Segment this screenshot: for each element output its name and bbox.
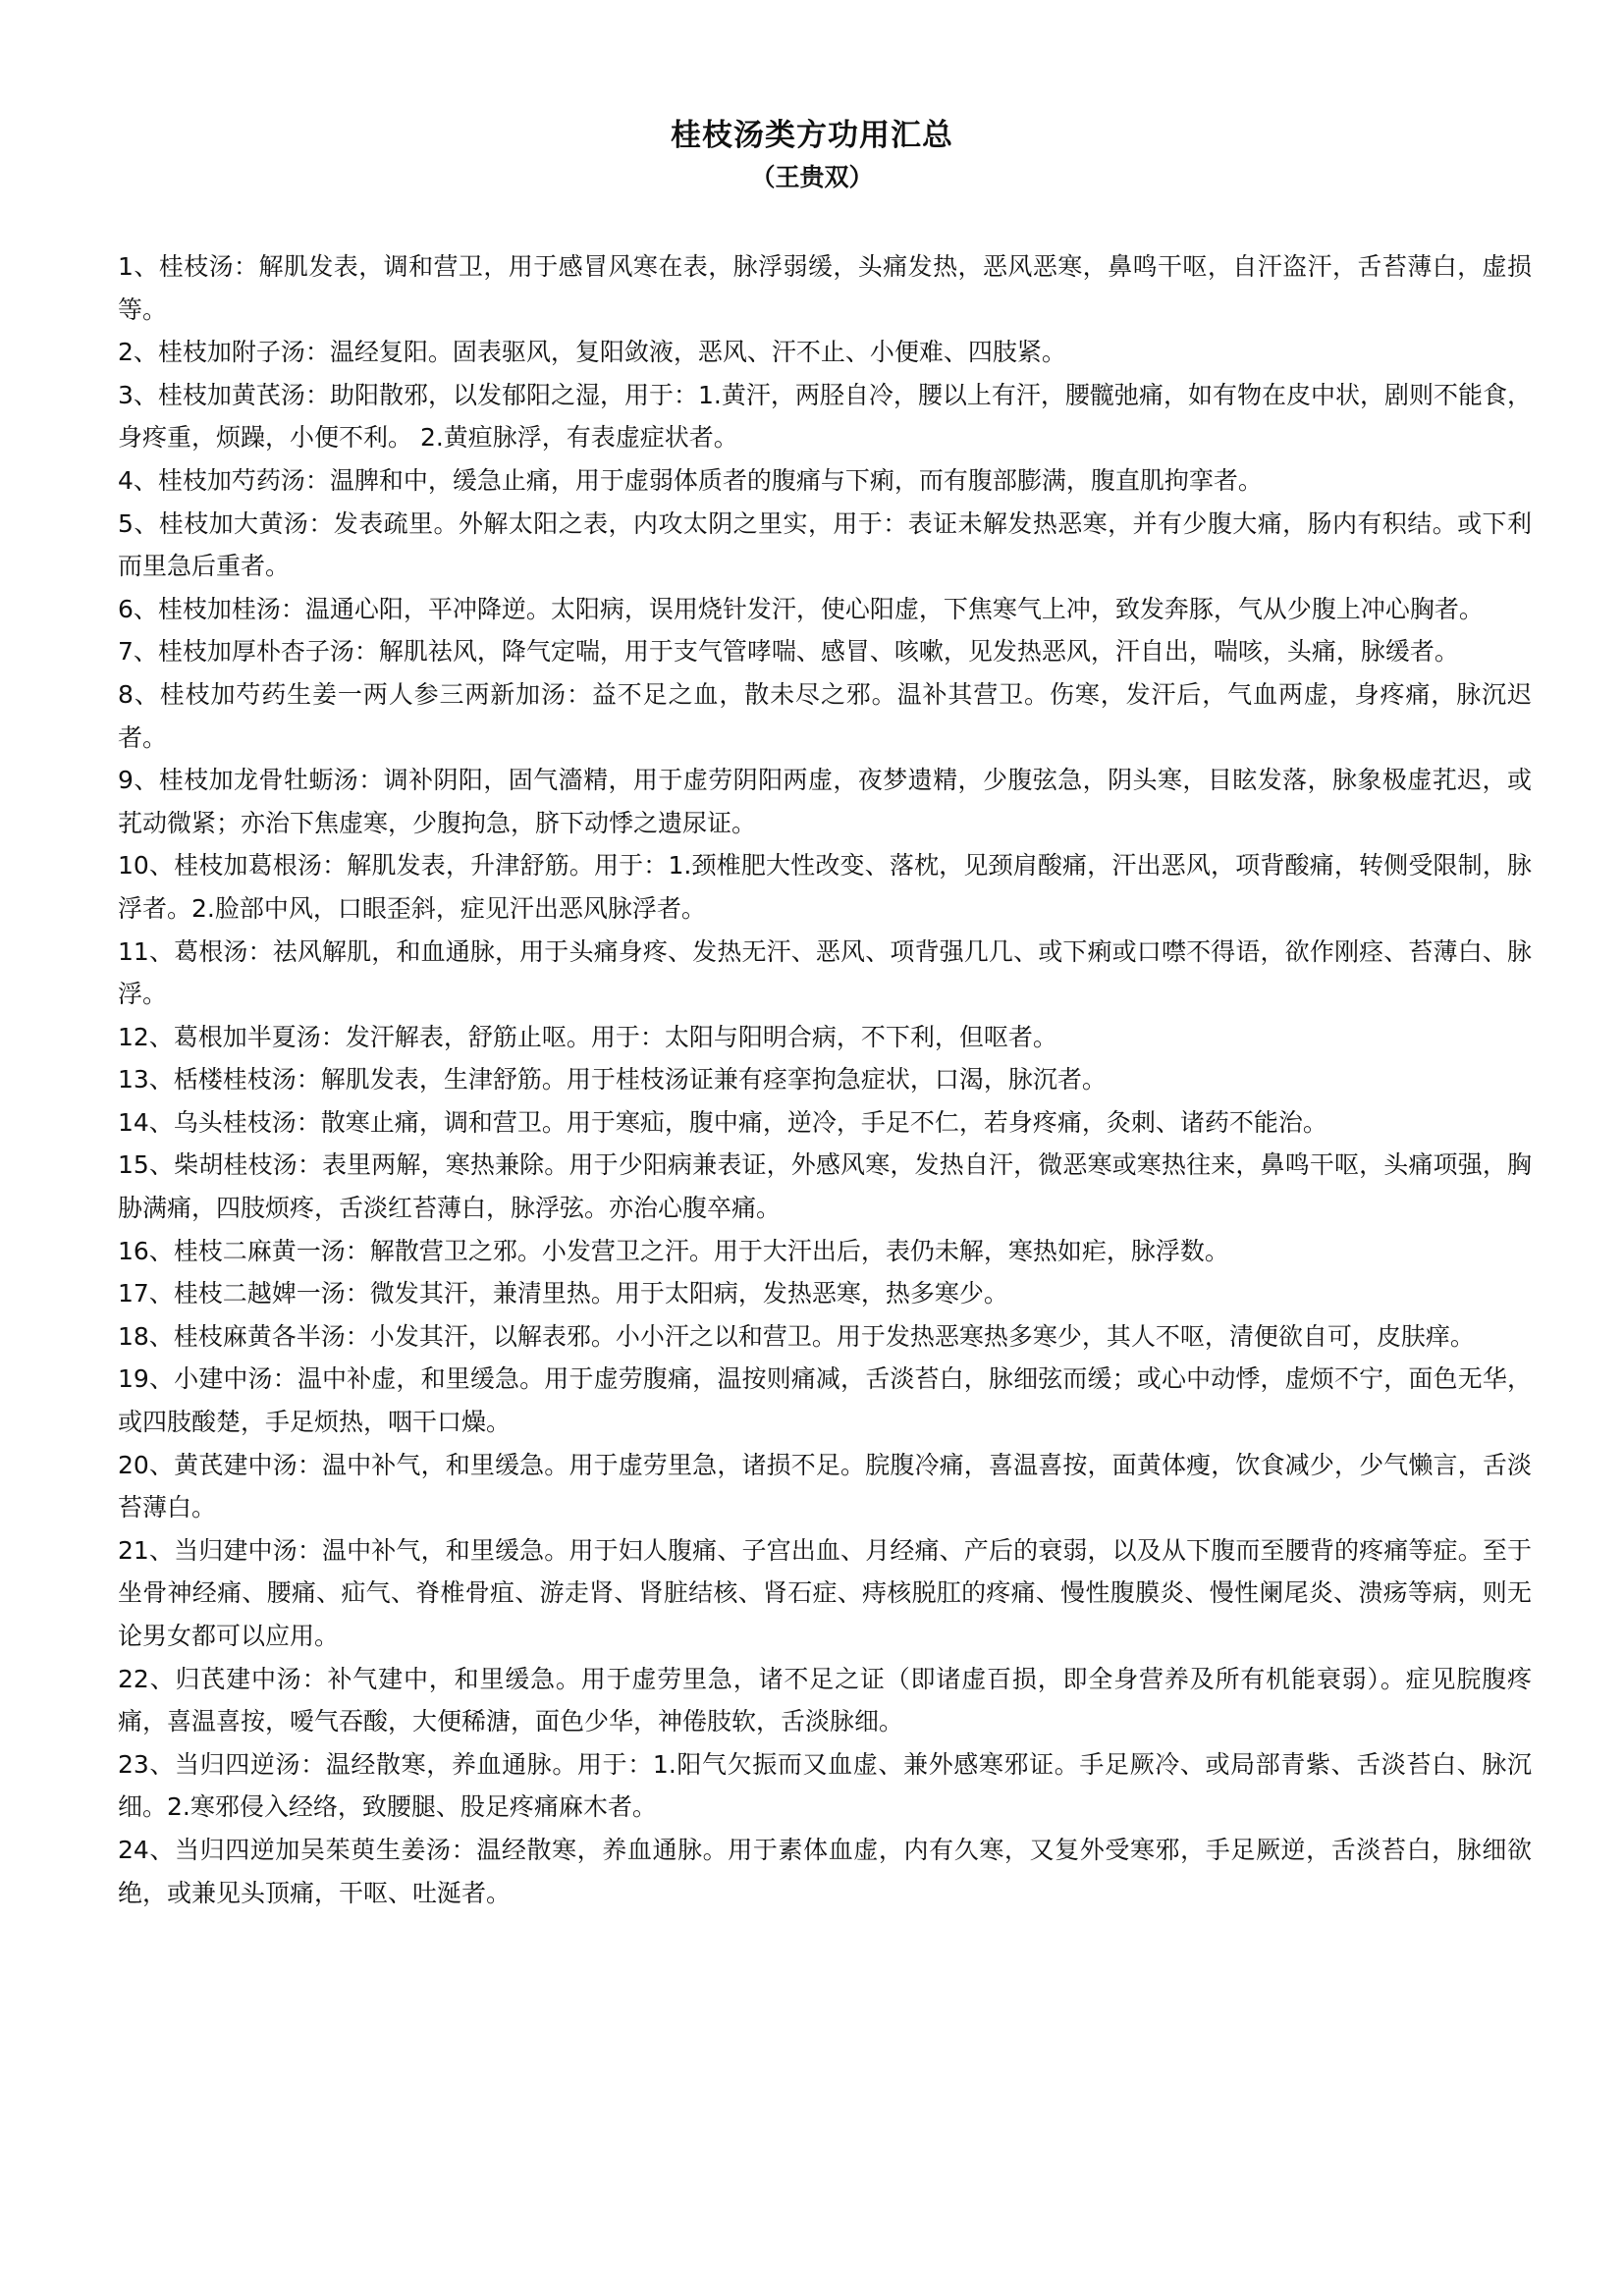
formula-list xyxy=(118,245,1532,1914)
formula-entry-5: 5、桂枝加大黄汤：发表疏里。外解太阳之表，内攻太阴之里实，用于：表证未解发热恶寒，并有少腹大痛，肠内有积结。或下利而里急后重者。 xyxy=(118,508,1532,581)
formula-entry-17: 17、桂枝二越婢一汤：微发其汗，兼清里热。用于太阳病，发热恶寒，热多寒少。 xyxy=(118,1279,1008,1308)
formula-entry-7: 7、桂枝加厚朴杏子汤：解肌祛风，降气定喘，用于支气管哮喘、感冒、咳嗽，见发热恶风，汗自出，喘咳，头痛，脉缓者。 xyxy=(118,637,1459,667)
formula-entry-19: 19、小建中汤：温中补虚，和里缓急。用于虚劳腹痛，温按则痛减，舌淡苔白，脉细弦而缓；或心中动悸，虚烦不宁，面色无华，或四肢酸楚，手足烦热，咽干口燥。 xyxy=(118,1364,1532,1437)
formula-entry-21: 21、当归建中汤：温中补气，和里缓急。用于妇人腹痛、子宫出血、月经痛、产后的衰弱，以及从下腹而至腰背的疼痛等症。至于坐骨神经痛、腰痛、疝气、脊椎骨疽、游走肾、肾脏结核、肾石症、痔核脱肛的疼痛、慢性腹膜炎、慢性阑尾炎、溃疡等病，则无论男女都可以应用。 xyxy=(118,1535,1532,1650)
formula-entry-16: 16、桂枝二麻黄一汤：解散营卫之邪。小发营卫之汗。用于大汗出后，表仍未解，寒热如疟，脉浮数。 xyxy=(118,1236,1229,1265)
formula-entry-18: 18、桂枝麻黄各半汤：小发其汗，以解表邪。小小汗之以和营卫。用于发热恶寒热多寒少，其人不呕，清便欲自可，皮肤痒。 xyxy=(118,1321,1475,1351)
formula-entry-3: 3、桂枝加黄芪汤：助阳散邪，以发郁阳之湿，用于：1.黄汗，两胫自冷，腰以上有汗，腰髋弛痛，如有物在皮中状，剧则不能食，身疼重，烦躁，小便不利。 2.黄疸脉浮，有表虚症状者。 xyxy=(118,380,1532,453)
formula-entry-12: 12、葛根加半夏汤：发汗解表，舒筋止呕。用于：太阳与阳明合病，不下利，但呕者。 xyxy=(118,1022,1057,1051)
formula-entry-6: 6、桂枝加桂汤：温通心阳，平冲降逆。太阳病，误用烧针发汗，使心阳虚，下焦寒气上冲，致发奔豚，气从少腹上冲心胸者。 xyxy=(118,594,1484,623)
formula-entry-23: 23、当归四逆汤：温经散寒，养血通脉。用于：1.阳气欠振而又血虚、兼外感寒邪证。手足厥冷、或局部青紫、舌淡苔白、脉沉细。2.寒邪侵入经络，致腰腿、股足疼痛麻木者。 xyxy=(118,1749,1532,1822)
formula-entry-14: 14、乌头桂枝汤：散寒止痛，调和营卫。用于寒疝，腹中痛，逆冷，手足不仁，若身疼痛，灸刺、诸药不能治。 xyxy=(118,1107,1327,1137)
document-title: 桂枝汤类方功用汇总 xyxy=(671,118,953,153)
formula-entry-9: 9、桂枝加龙骨牡蛎汤：调补阴阳，固气濇精，用于虚劳阴阳两虚，夜梦遗精，少腹弦急，阴头寒，目眩发落，脉象极虚芤迟，或芤动微紧；亦治下焦虚寒，少腹拘急，脐下动悸之遗尿证。 xyxy=(118,766,1532,837)
formula-entry-22: 22、归芪建中汤：补气建中，和里缓急。用于虚劳里急，诸不足之证（即诸虚百损，即全身营养及所有机能衰弱）。症见脘腹疼痛，喜温喜按，嗳气吞酸，大便稀溏，面色少华，神倦肢软，舌淡脉细。 xyxy=(118,1664,1532,1736)
formula-entry-2: 2、桂枝加附子汤：温经复阳。固表驱风，复阳敛液，恶风、汗不止、小便难、四肢紧。 xyxy=(118,338,1066,367)
document-author: （王贵双） xyxy=(750,163,874,191)
formula-entry-15: 15、柴胡桂枝汤：表里两解，寒热兼除。用于少阳病兼表证，外感风寒，发热自汗，微恶寒或寒热往来，鼻鸣干呕，头痛项强，胸胁满痛，四肢烦疼，舌淡红苔薄白，脉浮弦。亦治心腹卒痛。 xyxy=(118,1150,1532,1223)
formula-entry-8: 8、桂枝加芍药生姜一两人参三两新加汤：益不足之血，散未尽之邪。温补其营卫。伤寒，发汗后，气血两虚，身疼痛，脉沉迟者。 xyxy=(118,679,1532,752)
formula-entry-13: 13、栝楼桂枝汤：解肌发表，生津舒筋。用于桂枝汤证兼有痉挛拘急症状，口渴，脉沉者。 xyxy=(118,1065,1107,1095)
formula-entry-20: 20、黄芪建中汤：温中补气，和里缓急。用于虚劳里急，诸损不足。脘腹冷痛，喜温喜按，面黄体瘦，饮食减少，少气懒言，舌淡苔薄白。 xyxy=(118,1450,1532,1522)
formula-entry-11: 11、葛根汤：祛风解肌，和血通脉，用于头痛身疼、发热无汗、恶风、项背强几几、或下痢或口噤不得语，欲作刚痉、苔薄白、脉浮。 xyxy=(118,936,1532,1009)
formula-entry-10: 10、桂枝加葛根汤：解肌发表，升津舒筋。用于：1.颈椎肥大性改变、落枕，见颈肩酸痛，汗出恶风，项背酸痛，转侧受限制，脉浮者。2.脸部中风，口眼歪斜，症见汗出恶风脉浮者。 xyxy=(118,851,1532,923)
formula-entry-1: 1、桂枝汤：解肌发表，调和营卫，用于感冒风寒在表，脉浮弱缓，头痛发热，恶风恶寒，鼻鸣干呕，自汗盗汗，舌苔薄白，虚损等。 xyxy=(118,252,1532,324)
formula-entry-24: 24、当归四逆加吴茱萸生姜汤：温经散寒，养血通脉。用于素体血虚，内有久寒，又复外受寒邪，手足厥逆，舌淡苔白，脉细欲绝，或兼见头顶痛，干呕、吐涎者。 xyxy=(118,1835,1532,1907)
formula-entry-4: 4、桂枝加芍药汤：温脾和中，缓急止痛，用于虚弱体质者的腹痛与下痢，而有腹部膨满，腹直肌拘挛者。 xyxy=(118,465,1263,495)
